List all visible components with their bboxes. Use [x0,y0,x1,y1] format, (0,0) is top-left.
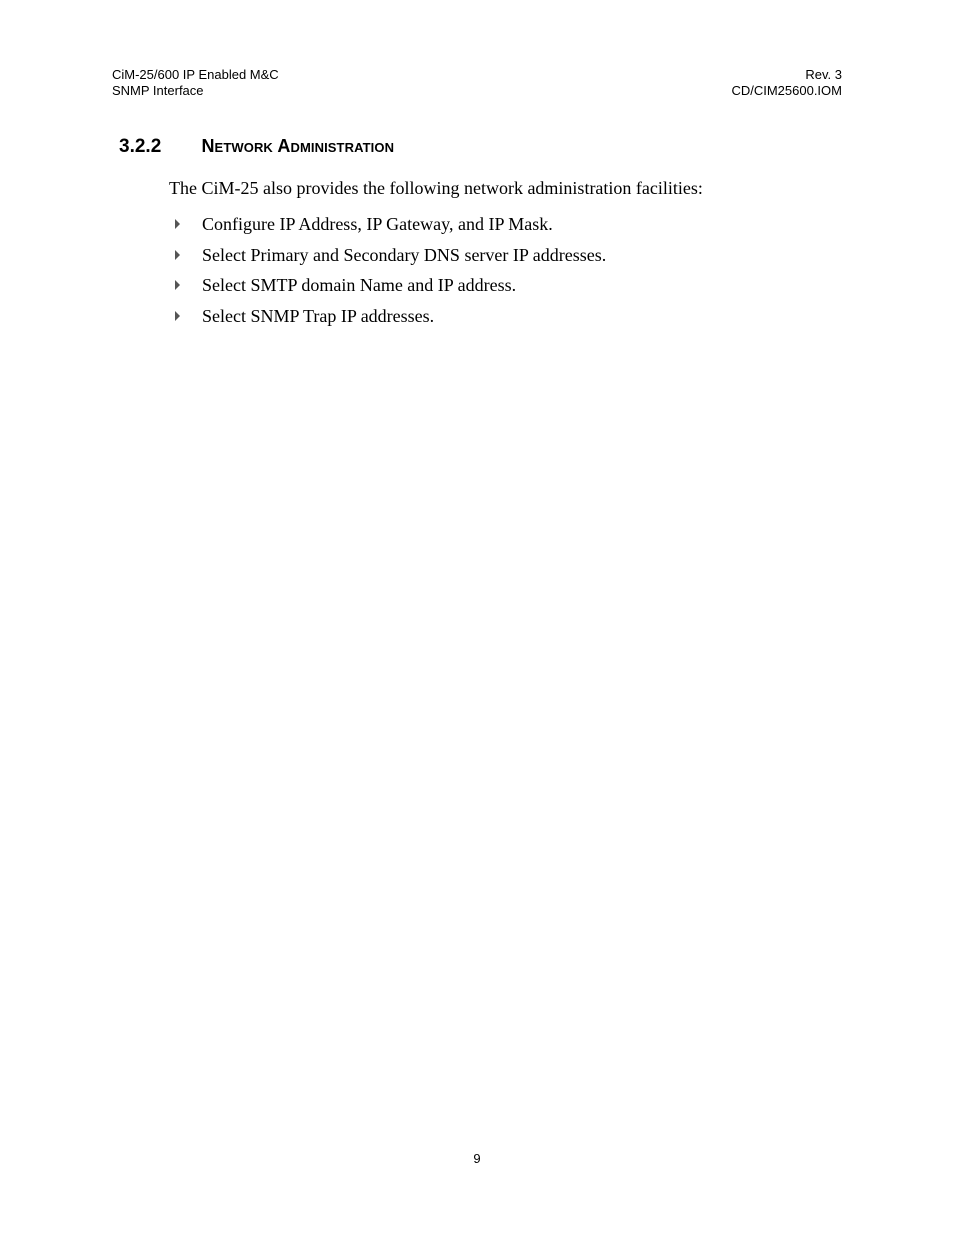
triangle-bullet-icon [175,250,180,260]
document-subtitle: SNMP Interface [112,83,204,98]
section-heading [119,136,394,158]
list-item-text: Select SMTP domain Name and IP address. [202,275,517,295]
intro-paragraph: The CiM-25 also provides the following network administration facilities: [169,178,703,198]
triangle-bullet-icon [175,311,180,321]
header-right [731,67,842,99]
page-number: 9 [473,1151,481,1166]
header-left [112,67,279,99]
triangle-bullet-icon [175,280,180,290]
section-number: 3.2.2 [119,136,162,157]
revision-label: Rev. 3 [805,67,842,82]
list-item-text: Select Primary and Secondary DNS server IP addresses. [202,244,607,265]
document-id: CD/CIM25600.IOM [731,83,842,98]
list-item-text: Select SNMP Trap IP addresses. [202,305,435,326]
section-title: Network Administration [201,136,395,156]
document-title: CiM-25/600 IP Enabled M&C [112,67,279,82]
list-item-text: Configure IP Address, IP Gateway, and IP Mask. [202,214,553,234]
triangle-bullet-icon [175,219,180,229]
